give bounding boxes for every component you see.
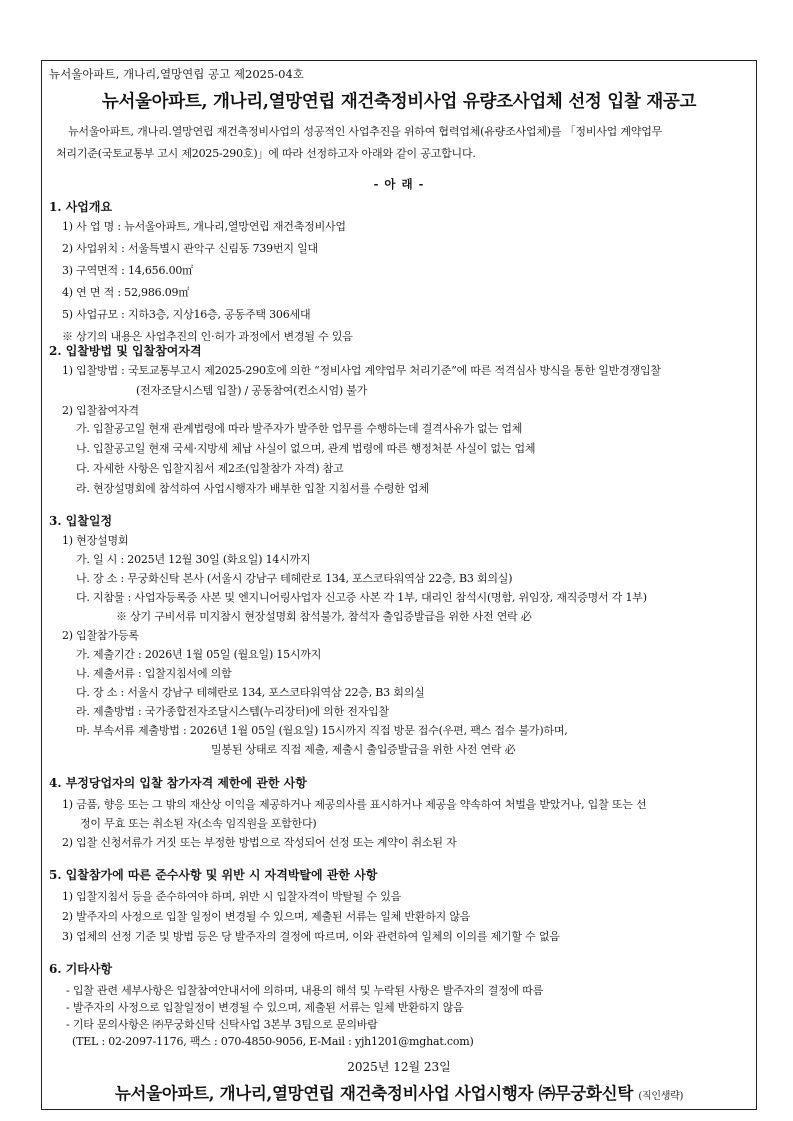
- contact-info: (TEL : 02-2097-1176, 팩스 : 070-4850-9056, E-Mail : yjh1201@mghat.com): [72, 1035, 474, 1048]
- list-item: 1) 금품, 향응 또는 그 밖의 재산상 이익을 제공하거나 제공의사를 표시하거나 제공을 약속하여 처벌을 받았거나, 입찰 또는 선: [62, 798, 647, 811]
- intro-paragraph: [56, 121, 748, 165]
- section-5-heading: 5. 입찰참가에 따른 준수사항 및 위반 시 자격박탈에 관한 사항: [49, 868, 378, 882]
- list-item: - 입찰 관련 세부사항은 입찰참여안내서에 의하며, 내용의 해석 및 누락된 사항은 발주자의 결정에 따름: [66, 984, 544, 997]
- section-6-heading: 6. 기타사항: [49, 962, 113, 976]
- list-item: 나. 입찰공고일 현재 국세·지방세 체납 사실이 없으며, 관계 법령에 따른 행정처분 사실이 없는 업체: [76, 442, 536, 455]
- page-title: 뉴서울아파트, 개나리,열망연립 재건축정비사업 유량조사업체 선정 입찰 재공고: [101, 92, 697, 112]
- list-item: 정이 무효 또는 취소된 자(소속 임직원을 포함한다): [80, 817, 317, 830]
- section-1-heading: 1. 사업개요: [49, 200, 113, 214]
- subheading: - 아 래 -: [373, 177, 425, 191]
- list-item: 1) 입찰지침서 등을 준수하여야 하며, 위반 시 입찰자격이 박탈될 수 있음: [62, 890, 402, 903]
- note: ※ 상기의 내용은 사업추진의 인·허가 과정에서 변경될 수 있음: [62, 330, 353, 343]
- list-item: 2) 입찰 신청서류가 거짓 또는 부정한 방법으로 작성되어 선정 또는 계약이 취소된 자: [62, 836, 457, 849]
- list-item: 2) 입찰참가등록: [62, 629, 139, 642]
- list-item: 1) 입찰방법 : 국토교통부고시 제2025-290호에 의한 “정비사업 계약업무 처리기준”에 따른 적격심사 방식을 통한 일반경쟁입찰: [62, 364, 661, 377]
- list-item: 2) 입찰참여자격: [62, 404, 139, 417]
- signature: [49, 1080, 749, 1104]
- list-item: 마. 부속서류 제출방법 : 2026년 1월 05일 (월요일) 15시까지 직접 방문 접수(우편, 팩스 접수 불가)하며,: [76, 724, 568, 737]
- list-item: (전자조달시스템 입찰) / 공동참여(컨소시엄) 불가: [136, 384, 368, 397]
- list-item: 3) 구역면적 : 14,656.00㎡: [62, 264, 193, 277]
- notice-number: 뉴서울아파트, 개나리,열망연립 공고 제2025-04호: [49, 67, 304, 81]
- signature-text: 뉴서울아파트, 개나리,열망연립 재건축정비사업 사업시행자 ㈜무궁화신탁: [114, 1084, 633, 1103]
- seal-note: (직인생략): [638, 1091, 684, 1102]
- list-item: 다. 지참물 : 사업자등록증 사본 및 엔지니어링사업자 신고증 사본 각 1부, 대리인 참석시(명함, 위임장, 재직증명서 각 1부): [76, 591, 647, 604]
- list-item: 1) 현장설명회: [62, 534, 129, 547]
- list-item: 다. 자세한 사항은 입찰지침서 제2조(입찰참가 자격) 참고: [76, 462, 344, 475]
- section-3-heading: 3. 입찰일정: [49, 514, 113, 528]
- list-item: 다. 장 소 : 서울시 강남구 테헤란로 134, 포스코타워역삼 22층, B3 회의실: [76, 686, 425, 699]
- intro-line: 뉴서울아파트, 개나리.열망연립 재건축정비사업의 성공적인 사업추진을 위하여 협력업체(유량조사업체)를 「정비사업 계약업무: [68, 125, 663, 138]
- list-item: 2) 발주자의 사정으로 입찰 일정이 변경될 수 있으며, 제출된 서류는 일체 반환하지 않음: [62, 910, 471, 923]
- list-item: 나. 장 소 : 무궁화신탁 본사 (서울시 강남구 테헤란로 134, 포스코타워역삼 22층, B3 회의실): [76, 572, 513, 585]
- note: ※ 상기 구비서류 미지참시 현장설명회 참석불가, 참석자 출입증발급을 위한 사전 연락 必: [116, 610, 532, 623]
- list-item: 가. 일 시 : 2025년 12월 30일 (화요일) 14시까지: [76, 553, 311, 566]
- list-item: - 발주자의 사정으로 입찰일정이 변경될 수 있으며, 제출된 서류는 일체 반환하지 않음: [66, 1001, 464, 1014]
- notice-date: 2025년 12월 23일: [347, 1060, 451, 1074]
- list-item: 5) 사업규모 : 지하3층, 지상16층, 공동주택 306세대: [62, 308, 311, 321]
- list-item: 가. 입찰공고일 현재 관계법령에 따라 발주자가 발주한 업무를 수행하는데 결격사유가 없는 업체: [76, 422, 523, 435]
- section-4-heading: 4. 부정당업자의 입찰 참가자격 제한에 관한 사항: [49, 776, 307, 790]
- list-item: 나. 제출서류 : 입찰지침서에 의함: [76, 667, 232, 680]
- section-2-heading: 2. 입찰방법 및 입찰참여자격: [49, 344, 202, 358]
- list-item: 4) 연 면 적 : 52,986.09㎡: [62, 286, 190, 299]
- list-item: 가. 제출기간 : 2026년 1월 05일 (월요일) 15시까지: [76, 648, 322, 661]
- list-item: 라. 현장설명회에 참석하여 사업시행자가 배부한 입찰 지침서를 수령한 업체: [76, 482, 429, 495]
- list-item: 라. 제출방법 : 국가종합전자조달시스템(누리장터)에 의한 전자입찰: [76, 705, 389, 718]
- list-item: 3) 업체의 선정 기준 및 방법 등은 당 발주자의 결정에 따르며, 이와 관련하여 일체의 이의를 제기할 수 없음: [62, 930, 560, 943]
- list-item: 밀봉된 상태로 직접 제출, 제출시 출입증발급을 위한 사전 연락 必: [211, 743, 516, 756]
- list-item: 1) 사 업 명 : 뉴서울아파트, 개나리,열망연립 재건축정비사업: [62, 220, 346, 233]
- intro-line: 처리기준(국토교통부 고시 제2025-290호)」에 따라 선정하고자 아래와 같이 공고합니다.: [56, 147, 476, 160]
- list-item: - 기타 문의사항은 ㈜무궁화신탁 신탁사업 3본부 3팀으로 문의바람: [66, 1018, 378, 1031]
- list-item: 2) 사업위치 : 서울특별시 관악구 신림동 739번지 일대: [62, 242, 318, 255]
